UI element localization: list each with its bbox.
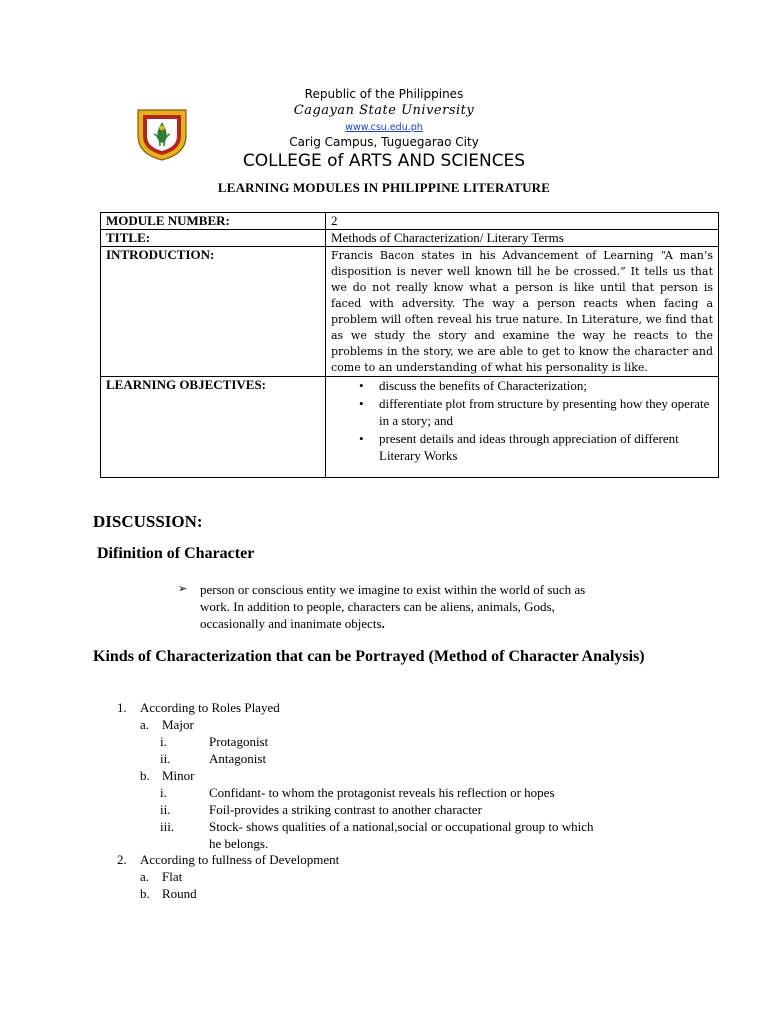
- objectives-cell: [326, 377, 719, 478]
- outline-marker: b.: [140, 768, 150, 783]
- list-item: [331, 430, 713, 465]
- discussion-heading: DISCUSSION:: [93, 512, 203, 531]
- outline-marker: 2.: [117, 852, 127, 867]
- table-row: [101, 377, 719, 478]
- outline-item: Protagonist: [209, 734, 269, 749]
- definition-period: .: [381, 616, 385, 631]
- outline-item: Round: [162, 886, 197, 901]
- kinds-heading: Kinds of Characterization that can be Portrayed (Method of Character Analysis): [93, 648, 645, 665]
- introduction-label: INTRODUCTION:: [101, 247, 326, 377]
- campus-line: Carig Campus, Tuguegarao City: [289, 135, 479, 149]
- arrow-bullet-icon: ➢: [178, 583, 188, 595]
- table-row: [101, 213, 719, 230]
- definition-bullet: [178, 581, 678, 632]
- module-info-table: [100, 212, 719, 478]
- outline-marker: b.: [140, 886, 150, 901]
- objective-text: discuss the benefits of Characterization;: [379, 378, 587, 393]
- university-name: Cagayan State University: [293, 103, 475, 118]
- list-item: [331, 395, 713, 430]
- title-label: TITLE:: [101, 230, 326, 247]
- objectives-label: LEARNING OBJECTIVES:: [101, 377, 326, 478]
- definition-line: work. In addition to people, characters can be aliens, animals, Gods,: [200, 599, 555, 614]
- outline-marker: i.: [160, 785, 167, 800]
- introduction-cell: [326, 247, 719, 377]
- outline-item: According to fullness of Development: [140, 852, 340, 867]
- outline-marker: 1.: [117, 700, 127, 715]
- introduction-text: Francis Bacon states in his Advancement of Learning “A man’s disposition is never well known till he be crossed.” It tells us that we do not really know what a person is like until that person is faced with adversity. The way a person reacts when facing a problem will often reveal his true nature. In Literature, we find that as we study the story and examine the way he reacts to the problems in the story, we are able to get to know the character and come to an understanding of what his personality is like.: [331, 249, 713, 374]
- outline-item: Foil-provides a striking contrast to another character: [209, 802, 482, 817]
- outline-marker: iii.: [160, 819, 175, 834]
- bullet-icon: •: [359, 430, 364, 446]
- outline-marker: i.: [160, 734, 167, 749]
- bullet-icon: •: [359, 378, 364, 393]
- republic-line: Republic of the Philippines: [304, 87, 464, 101]
- bullet-icon: •: [359, 395, 364, 411]
- definition-heading: Difinition of Character: [97, 545, 255, 562]
- outline-marker: a.: [140, 717, 150, 732]
- module-number-value: 2: [326, 213, 719, 230]
- outline-item: According to Roles Played: [140, 700, 280, 715]
- outline-item: Flat: [162, 869, 183, 884]
- table-row: [101, 230, 719, 247]
- objectives-list: [331, 377, 713, 477]
- objective-text: present details and ideas through appreciation of different Literary Works: [379, 430, 679, 463]
- outline-item: Minor: [162, 768, 195, 783]
- definition-line: [200, 615, 678, 632]
- module-number-label: MODULE NUMBER:: [101, 213, 326, 230]
- modules-title: LEARNING MODULES IN PHILIPPINE LITERATURE: [217, 180, 551, 195]
- title-value: Methods of Characterization/ Literary Terms: [326, 230, 719, 247]
- definition-text: occasionally and inanimate objects: [200, 616, 382, 631]
- definition-line: person or conscious entity we imagine to exist within the world of such as: [200, 582, 586, 597]
- outline-item: Confidant- to whom the protagonist reveals his reflection or hopes: [209, 785, 555, 800]
- college-title: COLLEGE of ARTS AND SCIENCES: [242, 151, 526, 171]
- outline-marker: a.: [140, 869, 150, 884]
- outline-item: Antagonist: [209, 751, 267, 766]
- outline-marker: ii.: [160, 751, 171, 766]
- outline-item: Stock- shows qualities of a national,social or occupational group to which: [209, 819, 594, 834]
- university-website-link[interactable]: www.csu.edu.ph: [345, 122, 423, 133]
- outline-item: Major: [162, 717, 194, 732]
- table-row: [101, 247, 719, 377]
- list-item: [331, 377, 713, 395]
- outline-marker: ii.: [160, 802, 171, 817]
- objective-text: differentiate plot from structure by presenting how they operate in a story; and: [379, 395, 710, 428]
- outline-item: he belongs.: [209, 836, 269, 851]
